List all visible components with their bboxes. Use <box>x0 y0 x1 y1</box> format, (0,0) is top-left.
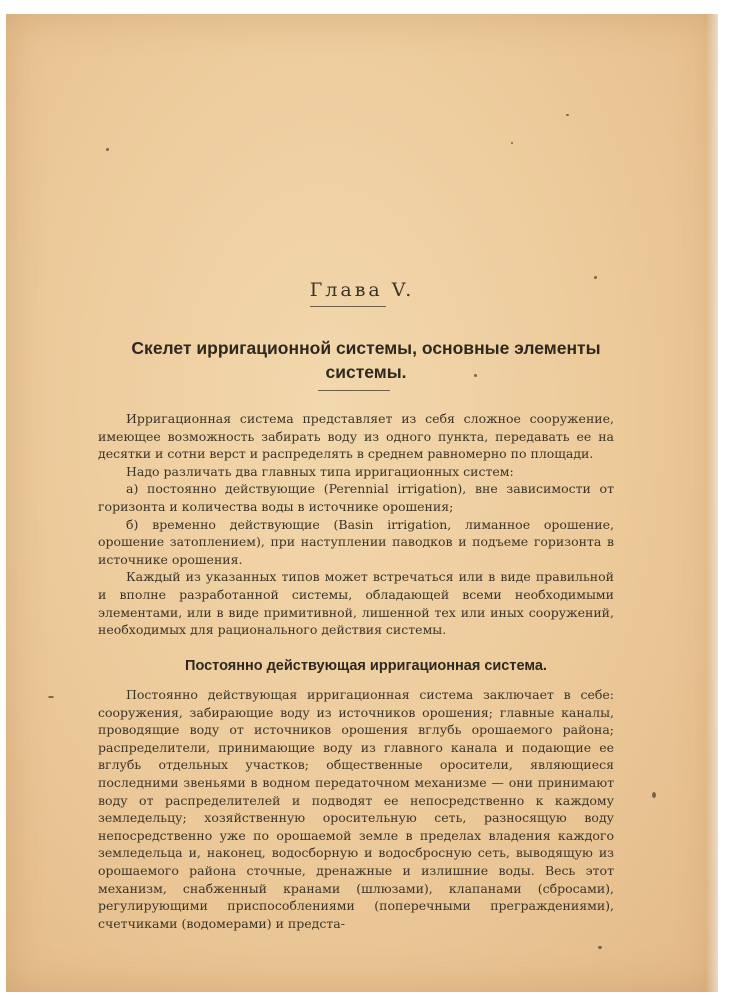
paragraph: Ирригационная система представляет из себя сложное сооружение, имеющее возможность забирать воду из одного пункта, передавать ее на десятки и сотни верст и распределять в среднем равномерно по площади. <box>98 411 614 462</box>
section-text <box>98 686 614 932</box>
paragraph: а) постоянно действующие (Perennial irrigation), вне зависимости от горизонта и количества воды в источнике орошения; <box>98 481 614 514</box>
intro-text <box>98 410 614 639</box>
paper-speck <box>598 946 602 949</box>
page-edge-shading <box>706 14 718 992</box>
paragraph: б) временно действующие (Basin irrigation, лиманное орошение, орошение затоплением), при наступлении паводков и подъеме горизонта в источнике орошения. <box>98 516 614 567</box>
paragraph: Надо различать два главных типа ирригационных систем: <box>126 463 514 479</box>
chapter-title-line-1: Скелет ирригационной системы, основные элементы <box>131 338 601 358</box>
paragraph: Каждый из указанных типов может встречаться или в виде правильной и вполне разработанной системы, обладающей всеми необходимыми элементами, или в виде примитивной, лишенной тех или иных сооружений, необходимых для рационального действия системы. <box>98 569 614 638</box>
chapter-title <box>66 336 666 384</box>
paper-speck <box>566 114 569 116</box>
title-rule <box>318 390 390 391</box>
paragraph: Постоянно действующая ирригационная система заключает в себе: сооружения, забирающие воду из источников орошения; главные каналы, проводящие воду от источников орошения вглубь орошаемого района; распределители, принимающие воду из главного канала и подающие ее вглубь отдельных участков; общественные оросители, являющиеся последними звеньями в водном передаточном механизме — они принимают воду от распределителей и подводят ее непосредственно к каждому земледельцу; хозяйственную оросительную сеть, разносящую воду непосредственно уже по орошаемой земле в пределах владения каждого земледельца и, наконец, водосборную и водосбросную сеть, выводящую из орошаемого района сточные, дренажные и излишние воды. Весь этот механизм, снабженный кранами (шлюзами), клапанами (сбросами), регулирующими приспособлениями (поперечными преграждениями), счетчиками (водомерами) и предста- <box>98 687 614 931</box>
paper-speck <box>652 792 656 798</box>
chapter-title-line-2: системы. <box>325 362 407 382</box>
section-heading: Постоянно действующая ирригационная система. <box>185 658 547 674</box>
paper-speck <box>106 148 109 151</box>
paper-speck <box>48 696 54 698</box>
document-page <box>6 14 718 992</box>
chapter-rule <box>310 306 386 307</box>
chapter-heading: Глава V. <box>309 279 415 301</box>
paper-speck <box>511 142 513 144</box>
